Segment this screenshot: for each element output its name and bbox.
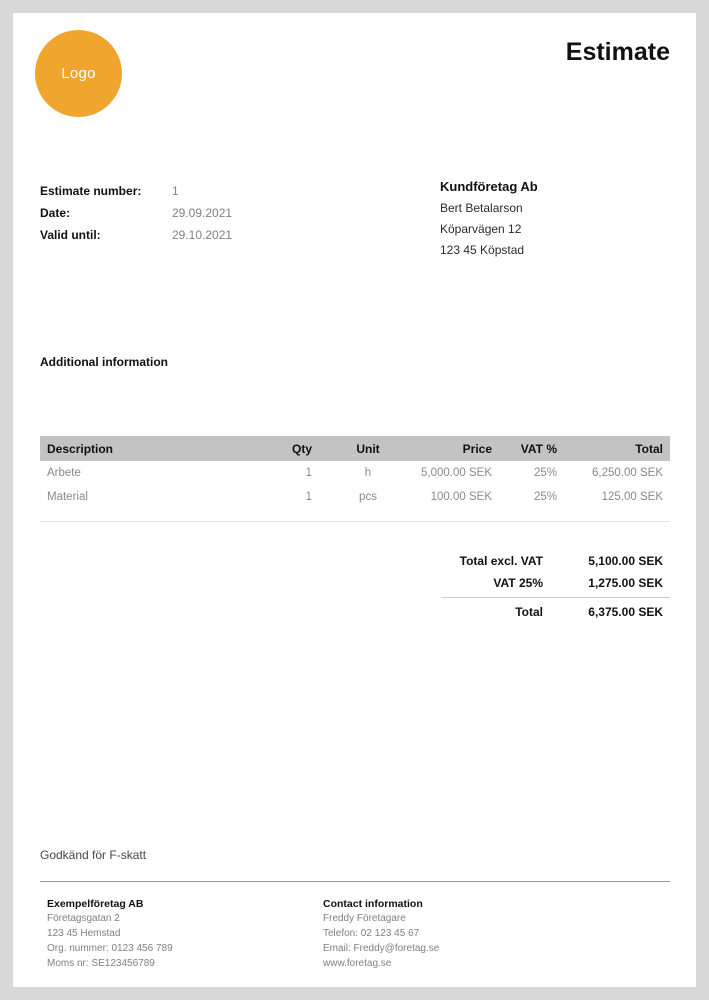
header-total: Total — [635, 441, 663, 456]
footer-contact-person: Freddy Företagare — [323, 913, 406, 924]
estimate-number-row — [40, 180, 370, 202]
estimate-meta-block — [40, 180, 370, 246]
footer-company-street: Företagsgatan 2 — [47, 913, 120, 924]
document-title: Estimate — [565, 38, 670, 66]
header-qty: Qty — [291, 441, 312, 456]
totals-divider — [441, 597, 670, 598]
valid-until-row — [40, 224, 370, 246]
cell-total: 125.00 SEK — [601, 491, 663, 503]
footer-vat-number: Moms nr: SE123456789 — [47, 958, 155, 969]
footer-company-city: 123 45 Hemstad — [47, 928, 121, 939]
valid-until-value: 29.10.2021 — [172, 228, 233, 242]
grand-total-value: 6,375.00 SEK — [588, 605, 663, 619]
logo-text: Logo — [61, 65, 96, 82]
vat-value: 1,275.00 SEK — [588, 576, 663, 590]
customer-name: Kundföretag Ab — [440, 179, 538, 194]
table-bottom-divider — [40, 521, 670, 522]
cell-qty: 1 — [305, 467, 312, 479]
total-excl-vat-row — [40, 550, 670, 572]
grand-total-row — [40, 601, 670, 623]
customer-address-block — [440, 179, 670, 264]
additional-information-heading: Additional information — [40, 355, 168, 369]
footer-phone: Telefon: 02 123 45 67 — [323, 928, 420, 939]
totals-block — [40, 550, 670, 623]
cell-total: 6,250.00 SEK — [592, 467, 663, 479]
header-description: Description — [47, 441, 114, 456]
table-row — [40, 485, 670, 509]
footer-contact-block — [323, 898, 670, 973]
total-excl-vat-label: Total excl. VAT — [459, 554, 543, 568]
cell-vat: 25% — [533, 467, 557, 479]
cell-description: Material — [47, 491, 88, 503]
footer-website: www.foretag.se — [323, 958, 392, 969]
vat-label: VAT 25% — [493, 576, 543, 590]
header-unit: Unit — [356, 441, 380, 456]
footer-company-block — [47, 898, 323, 973]
document-page — [13, 13, 696, 987]
header-vat: VAT % — [520, 441, 557, 456]
table-header-row — [40, 436, 670, 461]
header-price: Price — [462, 441, 492, 456]
line-items-table — [40, 436, 670, 522]
customer-city: 123 45 Köpstad — [440, 243, 525, 257]
cell-price: 100.00 SEK — [430, 491, 492, 503]
footer-email: Email: Freddy@foretag.se — [323, 943, 440, 954]
cell-unit: h — [364, 467, 372, 479]
vat-row — [40, 572, 670, 594]
date-value: 29.09.2021 — [172, 206, 233, 220]
company-logo — [35, 30, 122, 117]
footer-company-name: Exempelföretag AB — [47, 898, 144, 910]
customer-street: Köparvägen 12 — [440, 222, 522, 236]
customer-contact-person: Bert Betalarson — [440, 201, 523, 215]
estimate-number-value: 1 — [172, 184, 179, 198]
cell-unit: pcs — [359, 491, 377, 503]
cell-price: 5,000.00 SEK — [421, 467, 492, 479]
cell-qty: 1 — [305, 491, 312, 503]
valid-until-label: Valid until: — [40, 228, 101, 242]
footer-org-number: Org. nummer: 0123 456 789 — [47, 943, 173, 954]
date-label: Date: — [40, 206, 71, 220]
footer-contact-title: Contact information — [323, 898, 423, 910]
footer-divider — [40, 881, 670, 882]
cell-vat: 25% — [533, 491, 557, 503]
estimate-number-label: Estimate number: — [40, 184, 142, 198]
table-row — [40, 461, 670, 485]
grand-total-label: Total — [515, 605, 543, 619]
date-row — [40, 202, 370, 224]
total-excl-vat-value: 5,100.00 SEK — [588, 554, 663, 568]
f-tax-note: Godkänd för F-skatt — [40, 848, 147, 862]
cell-description: Arbete — [47, 467, 81, 479]
footer — [47, 898, 670, 973]
